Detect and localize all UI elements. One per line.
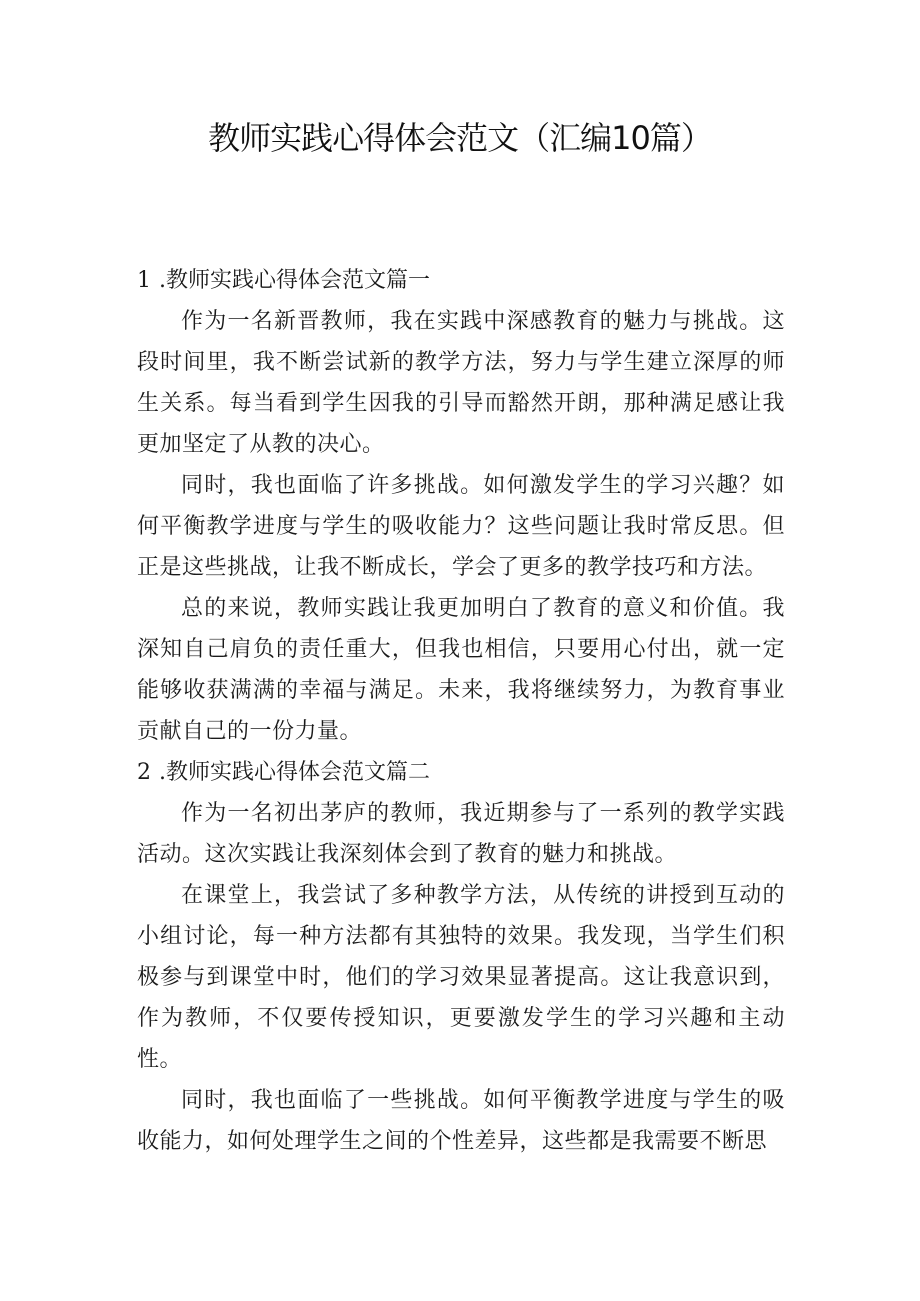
paragraph: 同时，我也面临了一些挑战。如何平衡教学进度与学生的吸收能力，如何处理学生之间的个性差异，这些都是我需要不断思: [137, 1088, 785, 1154]
paragraph: 同时，我也面临了许多挑战。如何激发学生的学习兴趣？如何平衡教学进度与学生的吸收能力？这些问题让我时常反思。但正是这些挑战，让我不断成长，学会了更多的教学技巧和方法。: [137, 473, 785, 580]
section-1: [137, 260, 785, 752]
paragraph: 作为一名新晋教师，我在实践中深感教育的魅力与挑战。这段时间里，我不断尝试新的教学方法，努力与学生建立深厚的师生关系。每当看到学生因我的引导而豁然开朗，那种满足感让我更加坚定了从教的决心。: [137, 309, 785, 457]
section-number: 2: [137, 760, 151, 785]
section-heading: [137, 752, 785, 793]
paragraph: 在课堂上，我尝试了多种教学方法，从传统的讲授到互动的小组讨论，每一种方法都有其独特的效果。我发现，当学生们积极参与到课堂中时，他们的学习效果显著提高。这让我意识到，作为教师，不仅要传授知识，更要激发学生的学习兴趣和主动性。: [137, 883, 785, 1072]
section-number: 1: [137, 268, 151, 293]
section-heading-text: .教师实践心得体会范文篇一: [159, 268, 430, 293]
section-heading: [137, 260, 785, 301]
document-body: [137, 260, 785, 1162]
page-title: 教师实践心得体会范文（汇编10篇）: [208, 119, 712, 157]
section-2: [137, 752, 785, 1162]
section-heading-text: .教师实践心得体会范文篇二: [159, 760, 430, 785]
paragraph: 总的来说，教师实践让我更加明白了教育的意义和价值。我深知自己肩负的责任重大，但我也相信，只要用心付出，就一定能够收获满满的幸福与满足。未来，我将继续努力，为教育事业贡献自己的一份力量。: [137, 596, 785, 744]
paragraph: 作为一名初出茅庐的教师，我近期参与了一系列的教学实践活动。这次实践让我深刻体会到了教育的魅力和挑战。: [137, 801, 785, 867]
